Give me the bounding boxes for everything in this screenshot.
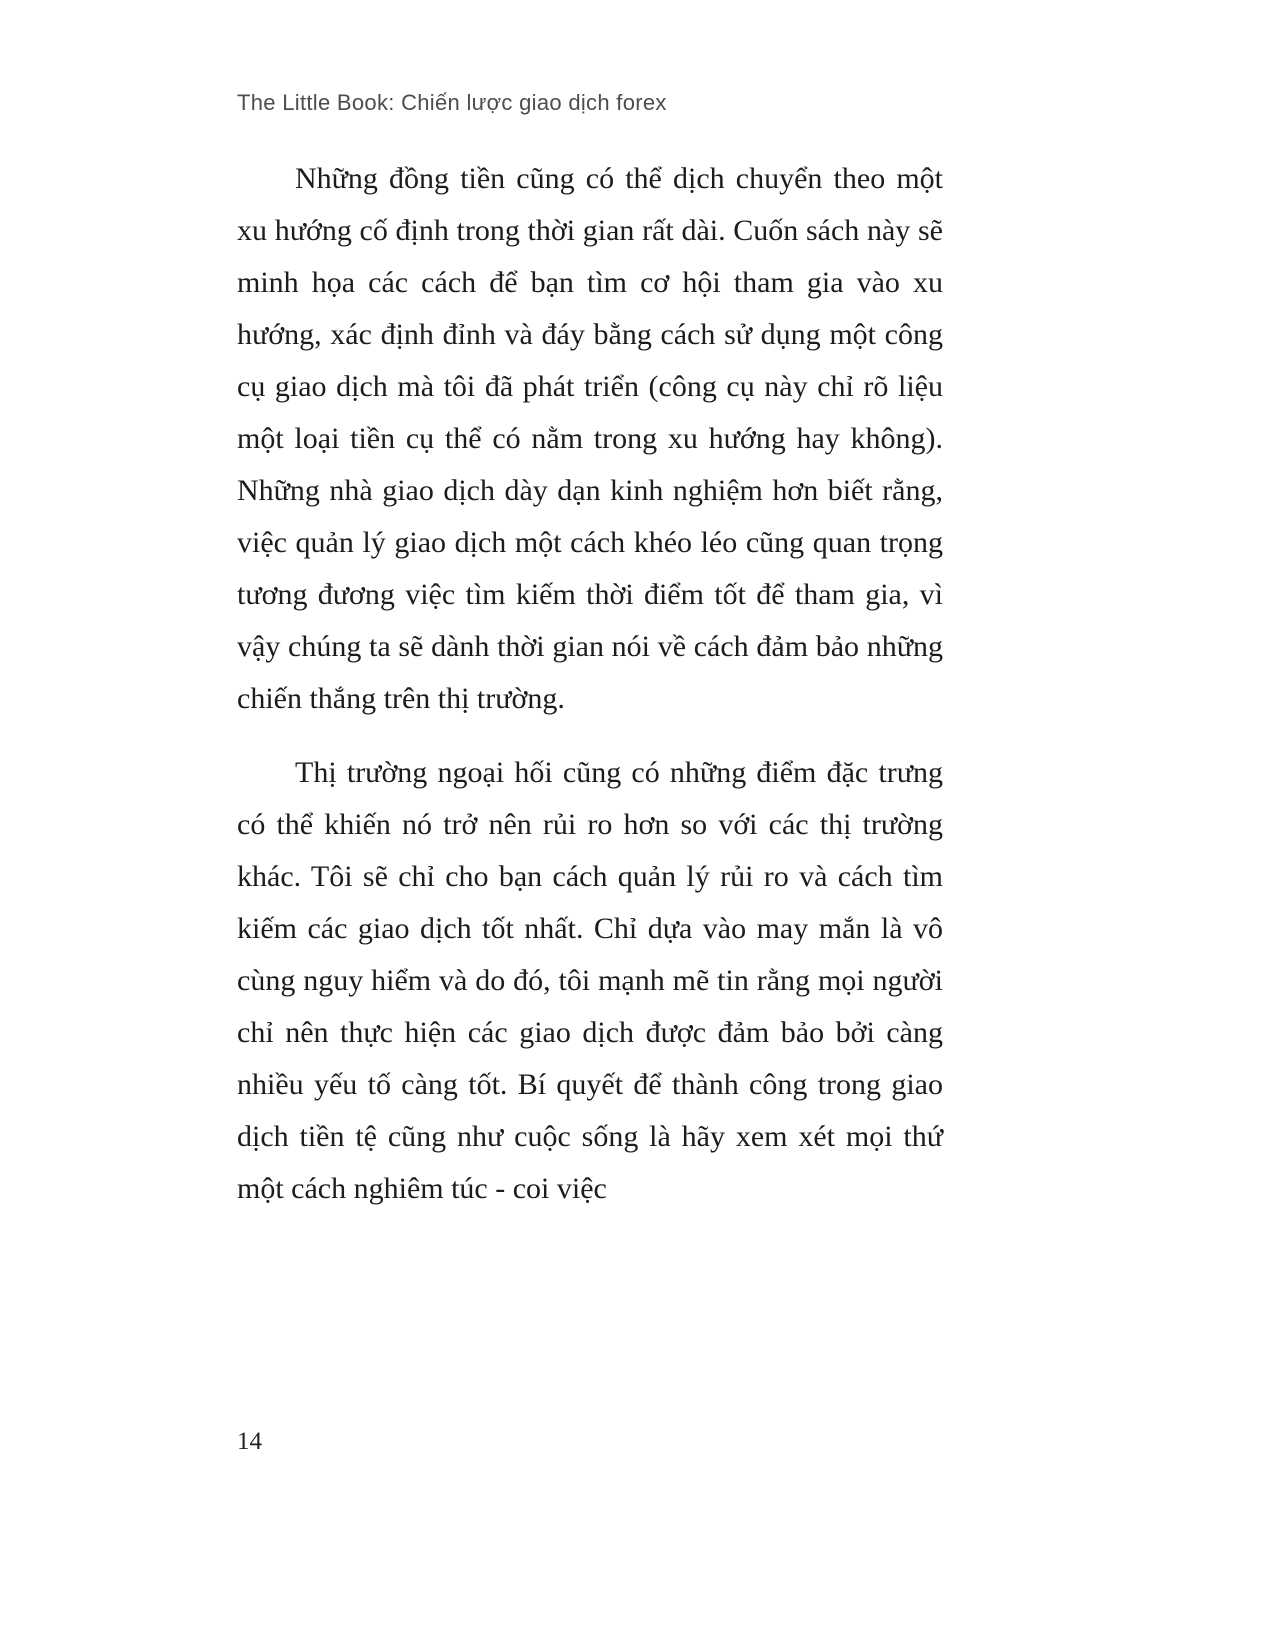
paragraph-1: Những đồng tiền cũng có thể dịch chuyển theo một xu hướng cố định trong thời gian rất dài. Cuốn sách này sẽ minh họa các cách để bạn tìm cơ hội tham gia vào xu hướng, xác định đỉnh và đáy bằng cách sử dụng một công cụ giao dịch mà tôi đã phát triển (công cụ này chỉ rõ liệu một loại tiền cụ thể có nằm trong xu hướng hay không). Những nhà giao dịch dày dạn kinh nghiệm hơn biết rằng, việc quản lý giao dịch một cách khéo léo cũng quan trọng tương đương việc tìm kiếm thời điểm tốt để tham gia, vì vậy chúng ta sẽ dành thời gian nói về cách đảm bảo những chiến thắng trên thị trường. bbox=[237, 162, 943, 715]
paragraph-2: Thị trường ngoại hối cũng có những điểm đặc trưng có thể khiến nó trở nên rủi ro hơn so với các thị trường khác. Tôi sẽ chỉ cho bạn cách quản lý rủi ro và cách tìm kiếm các giao dịch tốt nhất. Chỉ dựa vào may mắn là vô cùng nguy hiểm và do đó, tôi mạnh mẽ tin rằng mọi người chỉ nên thực hiện các giao dịch được đảm bảo bởi càng nhiều yếu tố càng tốt. Bí quyết để thành công trong giao dịch tiền tệ cũng như cuộc sống là hãy xem xét mọi thứ một cách nghiêm túc - coi việc bbox=[237, 756, 943, 1205]
running-header: The Little Book: Chiến lược giao dịch forex bbox=[237, 90, 667, 115]
page-number: 14 bbox=[237, 1428, 262, 1455]
page-body bbox=[237, 153, 943, 1237]
